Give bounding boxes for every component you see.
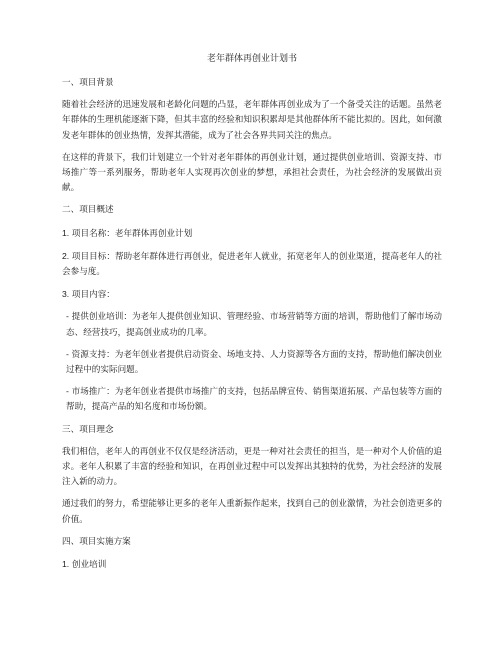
item-number: 1. <box>62 559 70 570</box>
section-heading-plan: 四、项目实施方案 <box>62 536 131 547</box>
list-item <box>62 249 442 280</box>
item-number: 2. <box>62 250 70 261</box>
paragraph: 我们相信，老年人的再创业不仅仅是经济活动，更是一种对社会责任的担当，是一种对个人价值的追求。老年人积累了丰富的经验和知识，在再创业过程中可以发挥出其独特的优势，为社会经济的发展注入新的动力。 <box>62 446 442 488</box>
item-text: 项目名称：老年群体再创业计划 <box>71 228 193 239</box>
item-text: 项目目标：帮助老年群体进行再创业，促进老年人就业，拓宽老年人的创业渠道，提高老年人的社会参与度。 <box>62 251 442 278</box>
list-item <box>62 557 442 573</box>
sub-item: - 市场推广：为老年创业者提供市场推广的支持，包括品牌宣传、销售渠道拓展、产品包装等方面的帮助，提高产品的知名度和市场份额。 <box>66 387 442 413</box>
section-heading-background: 一、项目背景 <box>62 78 114 88</box>
paragraph: 在这样的背景下，我们计划建立一个针对老年群体的再创业计划，通过提供创业培训、资源支持、市场推广等一系列服务，帮助老年人实现再次创业的梦想，承担社会责任，为社会经济的发展做出贡献。 <box>62 152 442 194</box>
document-page <box>62 52 442 580</box>
paragraph: 通过我们的努力，希望能够让更多的老年人重新振作起来，找到自己的创业激情，为社会创造更多的价值。 <box>62 499 442 525</box>
item-text: 项目内容： <box>71 290 115 301</box>
list-item <box>62 226 442 242</box>
item-number: 3. <box>62 289 70 300</box>
section-heading-overview: 二、项目概述 <box>62 205 114 216</box>
item-text: 创业培训 <box>71 560 107 571</box>
paragraph: 随着社会经济的迅速发展和老龄化问题的凸显，老年群体再创业成为了一个备受关注的话题。虽然老年群体的生理机能逐渐下降，但其丰富的经验和知识积累却是其他群体所不能比拟的。因此，如何激发老年群体的创业热情，发挥其潜能，成为了社会各界共同关注的焦点。 <box>62 100 442 141</box>
sub-item: - 提供创业培训：为老年人提供创业知识、管理经验、市场营销等方面的培训，帮助他们了解市场动态、经营技巧，提高创业成功的几率。 <box>66 312 442 338</box>
document-title: 老年群体再创业计划书 <box>206 54 297 64</box>
section-heading-philosophy: 三、项目理念 <box>62 424 114 435</box>
list-item <box>62 287 442 303</box>
sub-item: - 资源支持：为老年创业者提供启动资金、场地支持、人力资源等各方面的支持，帮助他们解决创业过程中的实际问题。 <box>66 349 442 376</box>
item-number: 1. <box>62 227 70 238</box>
